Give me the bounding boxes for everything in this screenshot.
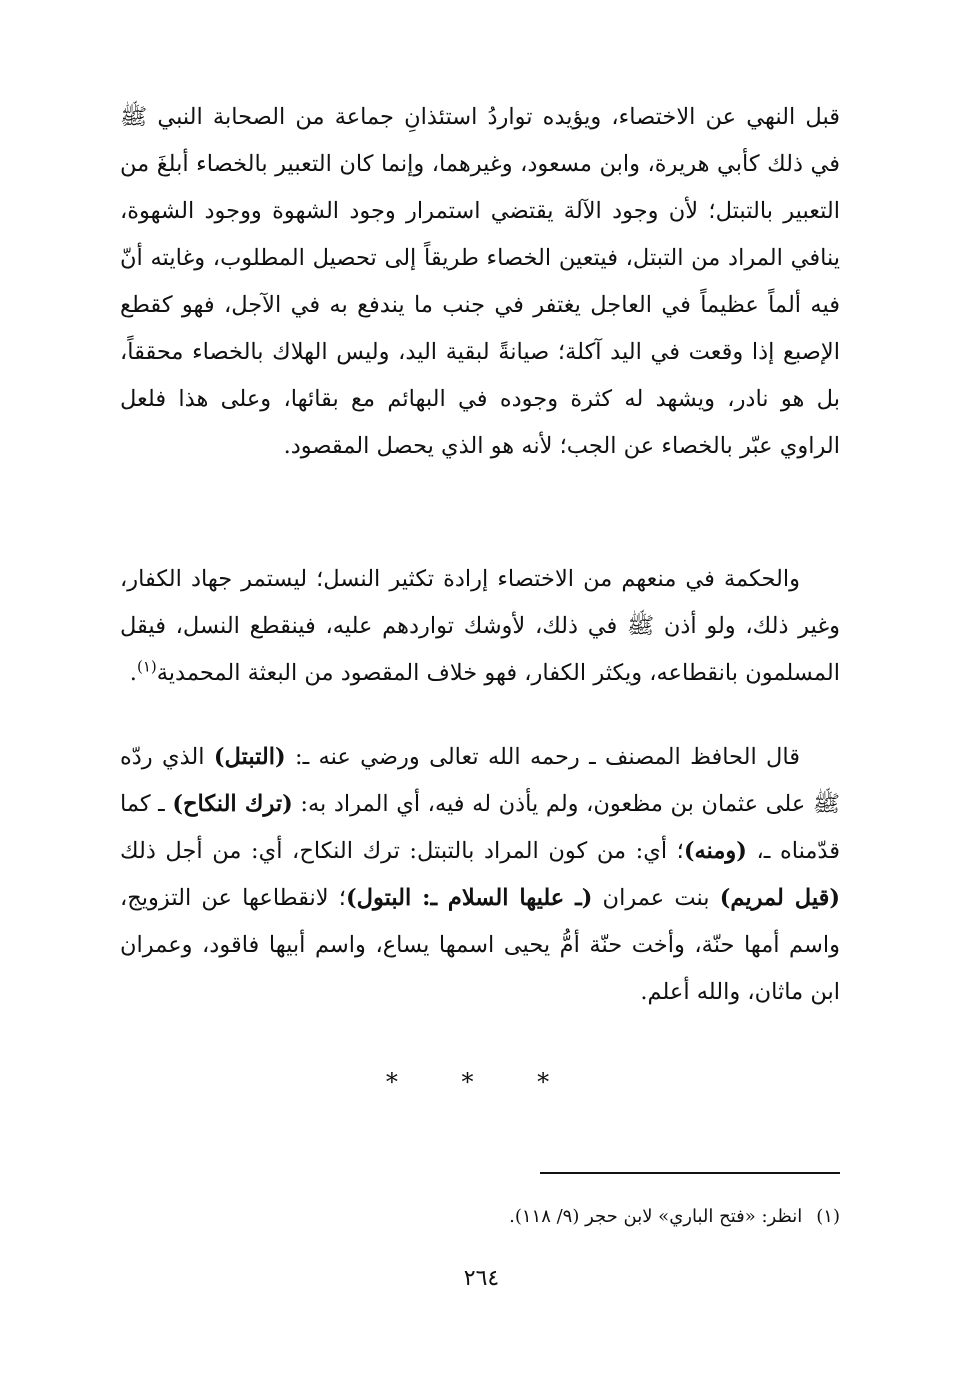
bold-term: (ترك النكاح) <box>172 791 293 817</box>
paragraph-3 <box>120 734 840 1016</box>
bold-term: (قيل لمريم) <box>719 885 841 911</box>
text-run: بنت عمران <box>592 885 720 911</box>
text-run: ؛ لانقطاعها عن التزويج، واسم أمها حنّة، وأخت حنّة أمُّ يحيى اسمها يساع، واسم أبيها فاقود، وعمران ابن ماثان، والله أعلم. <box>120 885 840 1005</box>
footnote-text: انظر: «فتح الباري» لابن حجر (٩/ ١١٨). <box>509 1206 803 1227</box>
footnote-reference[interactable]: (١) <box>136 657 157 676</box>
bold-term: (التبتل) <box>213 744 286 770</box>
footnote-number: (١) <box>816 1206 840 1227</box>
text-run: الذي ردّه ﷺ على عثمان بن مظعون، ولم يأذن له فيه، أي المراد به: <box>120 744 840 817</box>
page-number: ٢٦٤ <box>463 1266 500 1291</box>
footnote-divider <box>540 1172 840 1174</box>
main-text-part-3 <box>120 734 840 1016</box>
footnote <box>120 1202 840 1232</box>
bold-term: (ومنه) <box>683 838 747 864</box>
main-text-part-1 <box>120 94 840 470</box>
bold-term: (ـ عليها السلام ـ: البتول) <box>345 885 593 911</box>
paragraph-2-end: . <box>129 660 137 686</box>
section-separator: * * * <box>385 1068 578 1096</box>
paragraph-2 <box>120 556 840 697</box>
main-text-part-2 <box>120 556 840 697</box>
text-run: ـ كما قدّمناه ـ، <box>120 791 840 864</box>
text-run: ؛ أي: من كون المراد بالتبتل: ترك النكاح، أي: من أجل ذلك <box>120 838 684 864</box>
text-run: قال الحافظ المصنف ـ رحمه الله تعالى ورضي عنه ـ: <box>285 744 800 770</box>
paragraph-1: قبل النهي عن الاختصاء، ويؤيده تواردُ استئذانِ جماعة من الصحابة النبي ﷺ في ذلك كأبي هريرة، وابن مسعود، وغيرهما، وإنما كان التعبير بالخصاء أبلغَ من التعبير بالتبتل؛ لأن وجود الآلة يقتضي استمرار وجود الشهوة ووجود الشهوة، ينافي المراد من التبتل، فيتعين الخصاء طريقاً إلى تحصيل المطلوب، وغايته أنّ فيه ألماً عظيماً في العاجل يغتفر في جنب ما يندفع به في الآجل، فهو كقطع الإصبع إذا وقعت في اليد آكلة؛ صيانةً لبقية اليد، وليس الهلاك بالخصاء محققاً، بل هو نادر، ويشهد له كثرة وجوده في البهائم مع بقائها، وعلى هذا فلعل الراوي عبّر بالخصاء عن الجب؛ لأنه هو الذي يحصل المقصود. <box>120 104 840 459</box>
paragraph-2-text: والحكمة في منعهم من الاختصاء إرادة تكثير النسل؛ ليستمر جهاد الكفار، وغير ذلك، ولو أذن ﷺ في ذلك، لأوشك تواردهم عليه، فينقطع النسل، فيقل المسلمون بانقطاعه، ويكثر الكفار، فهو خلاف المقصود من البعثة المحمدية <box>120 566 840 686</box>
